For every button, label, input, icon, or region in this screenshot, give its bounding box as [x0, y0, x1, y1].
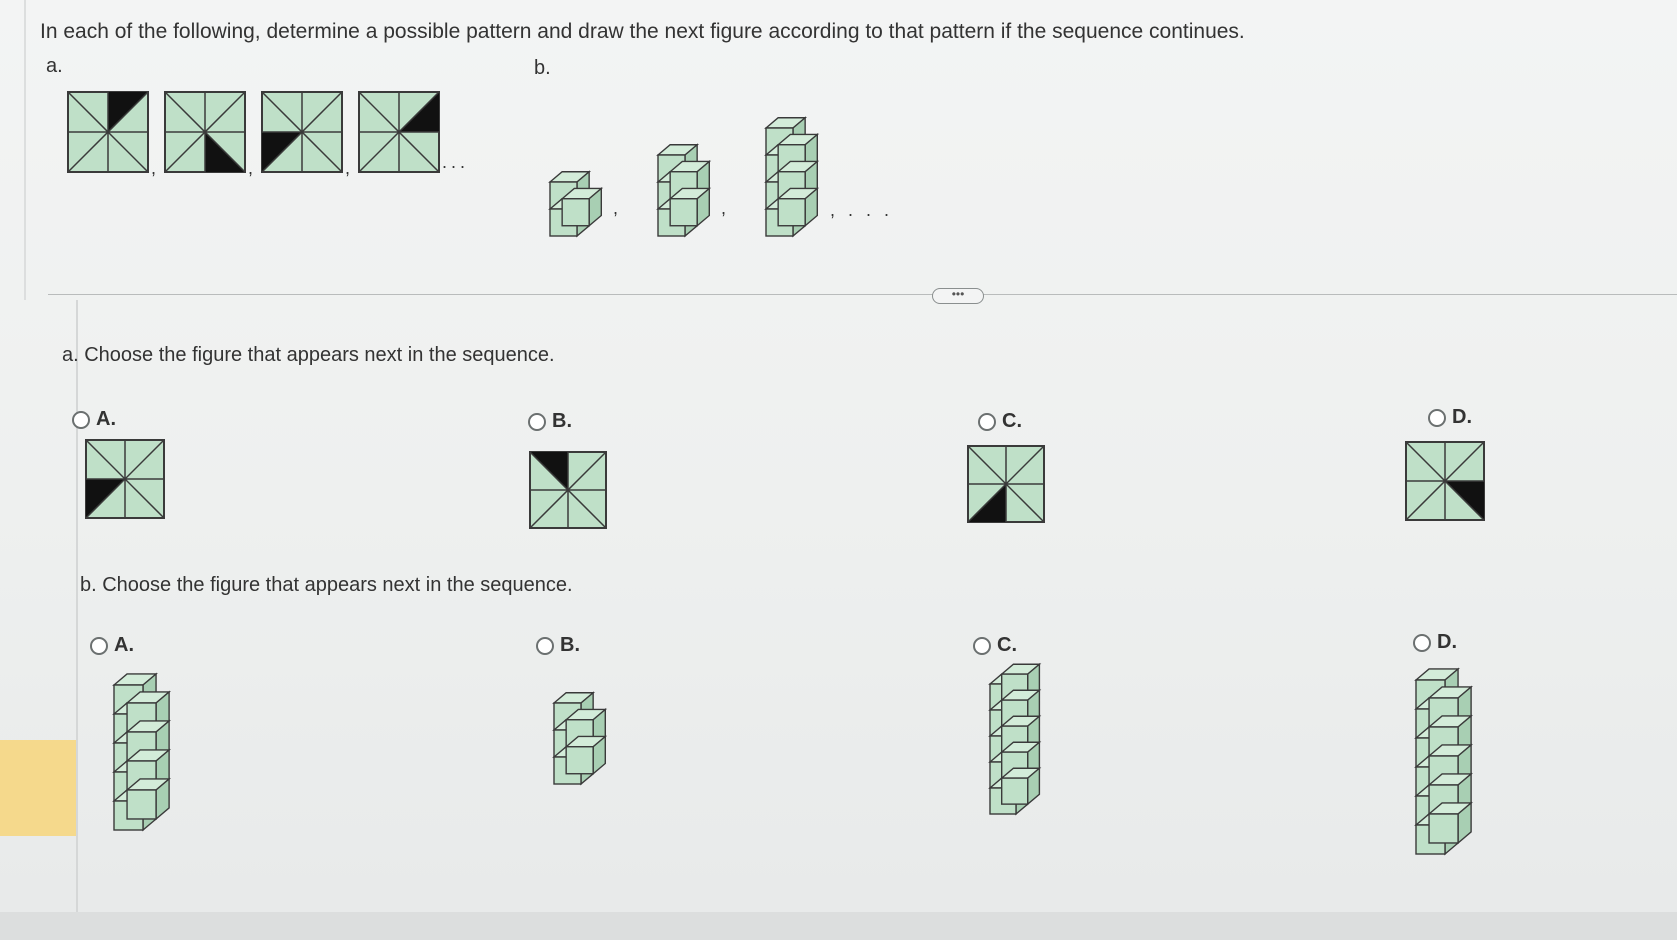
pattern-tile	[68, 92, 148, 172]
pattern-tile	[359, 92, 439, 172]
radio-button[interactable]	[978, 413, 996, 431]
pattern-tile	[968, 446, 1044, 522]
cube-stack	[766, 118, 817, 236]
cube-stack	[550, 172, 601, 236]
cube-stack	[990, 664, 1039, 814]
radio-button[interactable]	[1413, 634, 1431, 652]
part-b-label: b.	[534, 57, 551, 79]
question-a-option-figures	[60, 436, 1520, 541]
cube-stack	[554, 693, 605, 784]
instructions: In each of the following, determine a possible pattern and draw the next figure according to that pattern if the sequence continues.	[40, 20, 1245, 43]
option-label: D.	[1437, 631, 1457, 653]
option-a-c[interactable]	[978, 410, 1022, 433]
divider-line	[24, 0, 26, 300]
option-label: D.	[1452, 406, 1472, 428]
option-b-d[interactable]	[1413, 631, 1457, 654]
separator: ,	[613, 198, 619, 218]
option-label: B.	[560, 634, 580, 656]
sequence-a-figures	[62, 88, 462, 193]
figure-svg	[62, 88, 462, 188]
option-label: A.	[96, 408, 116, 430]
option-label: A.	[114, 634, 134, 656]
radio-button[interactable]	[973, 637, 991, 655]
radio-button[interactable]	[90, 637, 108, 655]
part-a-label: a.	[46, 55, 63, 77]
separator: ,	[345, 158, 351, 178]
radio-button[interactable]	[72, 411, 90, 429]
pattern-tile	[530, 452, 606, 528]
separator: ,	[151, 158, 157, 178]
pattern-tile	[165, 92, 245, 172]
option-a-b[interactable]	[528, 410, 572, 433]
option-a-a[interactable]	[72, 408, 116, 431]
question-b-prompt: b. Choose the figure that appears next in the sequence.	[80, 574, 573, 596]
bottom-bar	[0, 912, 1677, 940]
pattern-tile	[262, 92, 342, 172]
ellipsis: , . . .	[830, 200, 894, 220]
pattern-tile	[86, 440, 164, 518]
option-label: C.	[1002, 410, 1022, 432]
figure-svg	[542, 84, 862, 244]
highlight-bar	[0, 740, 76, 836]
option-a-d[interactable]	[1428, 406, 1472, 429]
cube-stack	[1416, 669, 1471, 854]
separator: ,	[248, 158, 254, 178]
sequence-b-figures	[542, 84, 862, 249]
radio-button[interactable]	[536, 637, 554, 655]
option-label: B.	[552, 410, 572, 432]
question-b-option-figures	[74, 654, 1514, 869]
radio-button[interactable]	[528, 413, 546, 431]
pattern-tile	[1406, 442, 1484, 520]
figure-svg	[74, 654, 1514, 864]
section-divider	[48, 294, 1677, 295]
radio-button[interactable]	[1428, 409, 1446, 427]
cube-stack	[658, 145, 709, 236]
option-label: C.	[997, 634, 1017, 656]
more-button[interactable]: •••	[932, 288, 984, 304]
separator: ,	[721, 198, 727, 218]
ellipsis: ...	[442, 152, 470, 172]
figure-svg	[60, 436, 1520, 536]
question-a-prompt: a. Choose the figure that appears next in the sequence.	[62, 344, 555, 366]
cube-stack	[114, 674, 169, 830]
